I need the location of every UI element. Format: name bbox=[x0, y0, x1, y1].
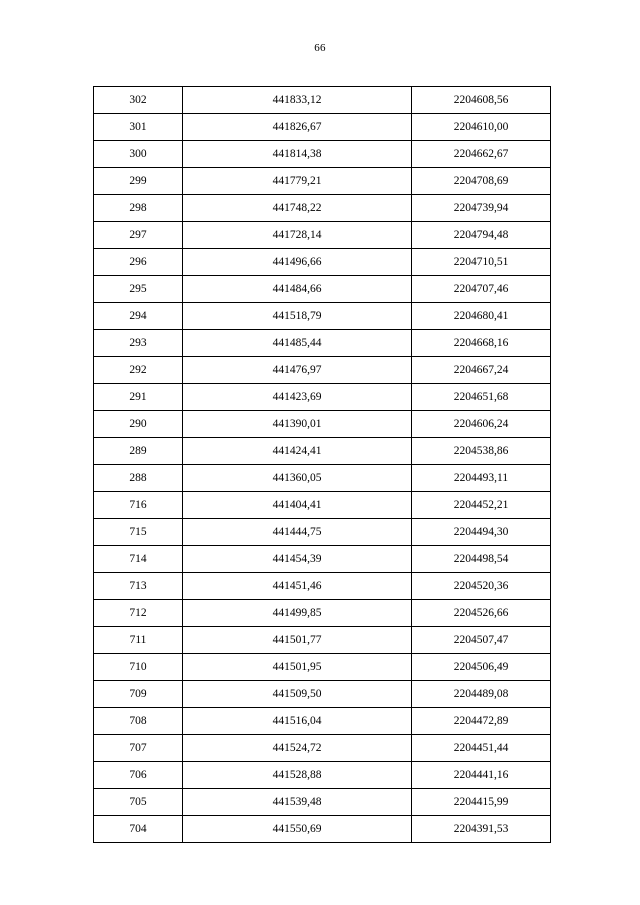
table-row bbox=[94, 438, 551, 465]
cell-coordinate-y: 2204493,11 bbox=[412, 465, 551, 492]
table-row bbox=[94, 276, 551, 303]
cell-coordinate-y: 2204415,99 bbox=[412, 789, 551, 816]
table-row bbox=[94, 87, 551, 114]
cell-point-id: 300 bbox=[94, 141, 183, 168]
cell-point-id: 709 bbox=[94, 681, 183, 708]
cell-coordinate-y: 2204708,69 bbox=[412, 168, 551, 195]
cell-coordinate-y: 2204662,67 bbox=[412, 141, 551, 168]
table-row bbox=[94, 627, 551, 654]
cell-point-id: 301 bbox=[94, 114, 183, 141]
cell-coordinate-y: 2204507,47 bbox=[412, 627, 551, 654]
cell-point-id: 707 bbox=[94, 735, 183, 762]
table-row bbox=[94, 681, 551, 708]
cell-point-id: 298 bbox=[94, 195, 183, 222]
cell-coordinate-x: 441451,46 bbox=[183, 573, 412, 600]
table-row bbox=[94, 708, 551, 735]
cell-coordinate-x: 441501,77 bbox=[183, 627, 412, 654]
cell-coordinate-x: 441748,22 bbox=[183, 195, 412, 222]
cell-coordinate-y: 2204520,36 bbox=[412, 573, 551, 600]
cell-point-id: 712 bbox=[94, 600, 183, 627]
cell-coordinate-y: 2204707,46 bbox=[412, 276, 551, 303]
cell-coordinate-y: 2204680,41 bbox=[412, 303, 551, 330]
table-row bbox=[94, 789, 551, 816]
cell-point-id: 292 bbox=[94, 357, 183, 384]
cell-coordinate-x: 441360,05 bbox=[183, 465, 412, 492]
table-row bbox=[94, 114, 551, 141]
cell-coordinate-y: 2204526,66 bbox=[412, 600, 551, 627]
cell-coordinate-x: 441484,66 bbox=[183, 276, 412, 303]
cell-point-id: 716 bbox=[94, 492, 183, 519]
cell-point-id: 295 bbox=[94, 276, 183, 303]
cell-coordinate-x: 441501,95 bbox=[183, 654, 412, 681]
cell-coordinate-y: 2204489,08 bbox=[412, 681, 551, 708]
cell-coordinate-x: 441444,75 bbox=[183, 519, 412, 546]
cell-coordinate-x: 441424,41 bbox=[183, 438, 412, 465]
cell-point-id: 708 bbox=[94, 708, 183, 735]
cell-coordinate-x: 441814,38 bbox=[183, 141, 412, 168]
table-row bbox=[94, 195, 551, 222]
cell-point-id: 288 bbox=[94, 465, 183, 492]
cell-coordinate-x: 441826,67 bbox=[183, 114, 412, 141]
cell-coordinate-x: 441496,66 bbox=[183, 249, 412, 276]
cell-coordinate-y: 2204794,48 bbox=[412, 222, 551, 249]
cell-point-id: 706 bbox=[94, 762, 183, 789]
table-row bbox=[94, 465, 551, 492]
cell-coordinate-y: 2204506,49 bbox=[412, 654, 551, 681]
cell-coordinate-y: 2204610,00 bbox=[412, 114, 551, 141]
coordinates-table bbox=[93, 86, 551, 843]
cell-point-id: 294 bbox=[94, 303, 183, 330]
cell-coordinate-x: 441404,41 bbox=[183, 492, 412, 519]
cell-coordinate-y: 2204710,51 bbox=[412, 249, 551, 276]
table-row bbox=[94, 492, 551, 519]
cell-coordinate-y: 2204451,44 bbox=[412, 735, 551, 762]
cell-coordinate-x: 441539,48 bbox=[183, 789, 412, 816]
cell-coordinate-x: 441499,85 bbox=[183, 600, 412, 627]
table-row bbox=[94, 735, 551, 762]
coordinates-table-container bbox=[93, 86, 547, 843]
cell-point-id: 290 bbox=[94, 411, 183, 438]
table-row bbox=[94, 357, 551, 384]
table-row bbox=[94, 330, 551, 357]
table-row bbox=[94, 519, 551, 546]
cell-point-id: 289 bbox=[94, 438, 183, 465]
cell-coordinate-y: 2204651,68 bbox=[412, 384, 551, 411]
cell-coordinate-x: 441524,72 bbox=[183, 735, 412, 762]
cell-point-id: 713 bbox=[94, 573, 183, 600]
page-number: 66 bbox=[314, 42, 326, 54]
cell-point-id: 297 bbox=[94, 222, 183, 249]
cell-coordinate-x: 441509,50 bbox=[183, 681, 412, 708]
cell-point-id: 715 bbox=[94, 519, 183, 546]
table-row bbox=[94, 816, 551, 843]
cell-coordinate-x: 441518,79 bbox=[183, 303, 412, 330]
cell-coordinate-x: 441833,12 bbox=[183, 87, 412, 114]
cell-point-id: 293 bbox=[94, 330, 183, 357]
cell-point-id: 705 bbox=[94, 789, 183, 816]
cell-coordinate-y: 2204606,24 bbox=[412, 411, 551, 438]
table-row bbox=[94, 546, 551, 573]
cell-coordinate-x: 441390,01 bbox=[183, 411, 412, 438]
cell-coordinate-y: 2204498,54 bbox=[412, 546, 551, 573]
cell-coordinate-y: 2204667,24 bbox=[412, 357, 551, 384]
cell-point-id: 291 bbox=[94, 384, 183, 411]
table-row bbox=[94, 762, 551, 789]
cell-coordinate-y: 2204472,89 bbox=[412, 708, 551, 735]
table-row bbox=[94, 141, 551, 168]
cell-coordinate-y: 2204608,56 bbox=[412, 87, 551, 114]
table-row bbox=[94, 600, 551, 627]
coordinates-table-body bbox=[94, 87, 551, 843]
table-row bbox=[94, 411, 551, 438]
cell-coordinate-x: 441476,97 bbox=[183, 357, 412, 384]
cell-coordinate-y: 2204668,16 bbox=[412, 330, 551, 357]
cell-coordinate-y: 2204391,53 bbox=[412, 816, 551, 843]
table-row bbox=[94, 384, 551, 411]
table-row bbox=[94, 654, 551, 681]
cell-coordinate-x: 441528,88 bbox=[183, 762, 412, 789]
cell-coordinate-x: 441728,14 bbox=[183, 222, 412, 249]
cell-coordinate-x: 441485,44 bbox=[183, 330, 412, 357]
cell-coordinate-y: 2204538,86 bbox=[412, 438, 551, 465]
table-row bbox=[94, 168, 551, 195]
cell-coordinate-x: 441779,21 bbox=[183, 168, 412, 195]
cell-coordinate-y: 2204452,21 bbox=[412, 492, 551, 519]
cell-point-id: 714 bbox=[94, 546, 183, 573]
table-row bbox=[94, 573, 551, 600]
cell-coordinate-x: 441454,39 bbox=[183, 546, 412, 573]
cell-coordinate-y: 2204441,16 bbox=[412, 762, 551, 789]
cell-coordinate-y: 2204494,30 bbox=[412, 519, 551, 546]
cell-point-id: 704 bbox=[94, 816, 183, 843]
table-row bbox=[94, 222, 551, 249]
cell-point-id: 711 bbox=[94, 627, 183, 654]
table-row bbox=[94, 249, 551, 276]
cell-point-id: 299 bbox=[94, 168, 183, 195]
cell-point-id: 296 bbox=[94, 249, 183, 276]
cell-coordinate-x: 441550,69 bbox=[183, 816, 412, 843]
table-row bbox=[94, 303, 551, 330]
cell-coordinate-x: 441423,69 bbox=[183, 384, 412, 411]
cell-point-id: 302 bbox=[94, 87, 183, 114]
cell-coordinate-x: 441516,04 bbox=[183, 708, 412, 735]
cell-point-id: 710 bbox=[94, 654, 183, 681]
cell-coordinate-y: 2204739,94 bbox=[412, 195, 551, 222]
